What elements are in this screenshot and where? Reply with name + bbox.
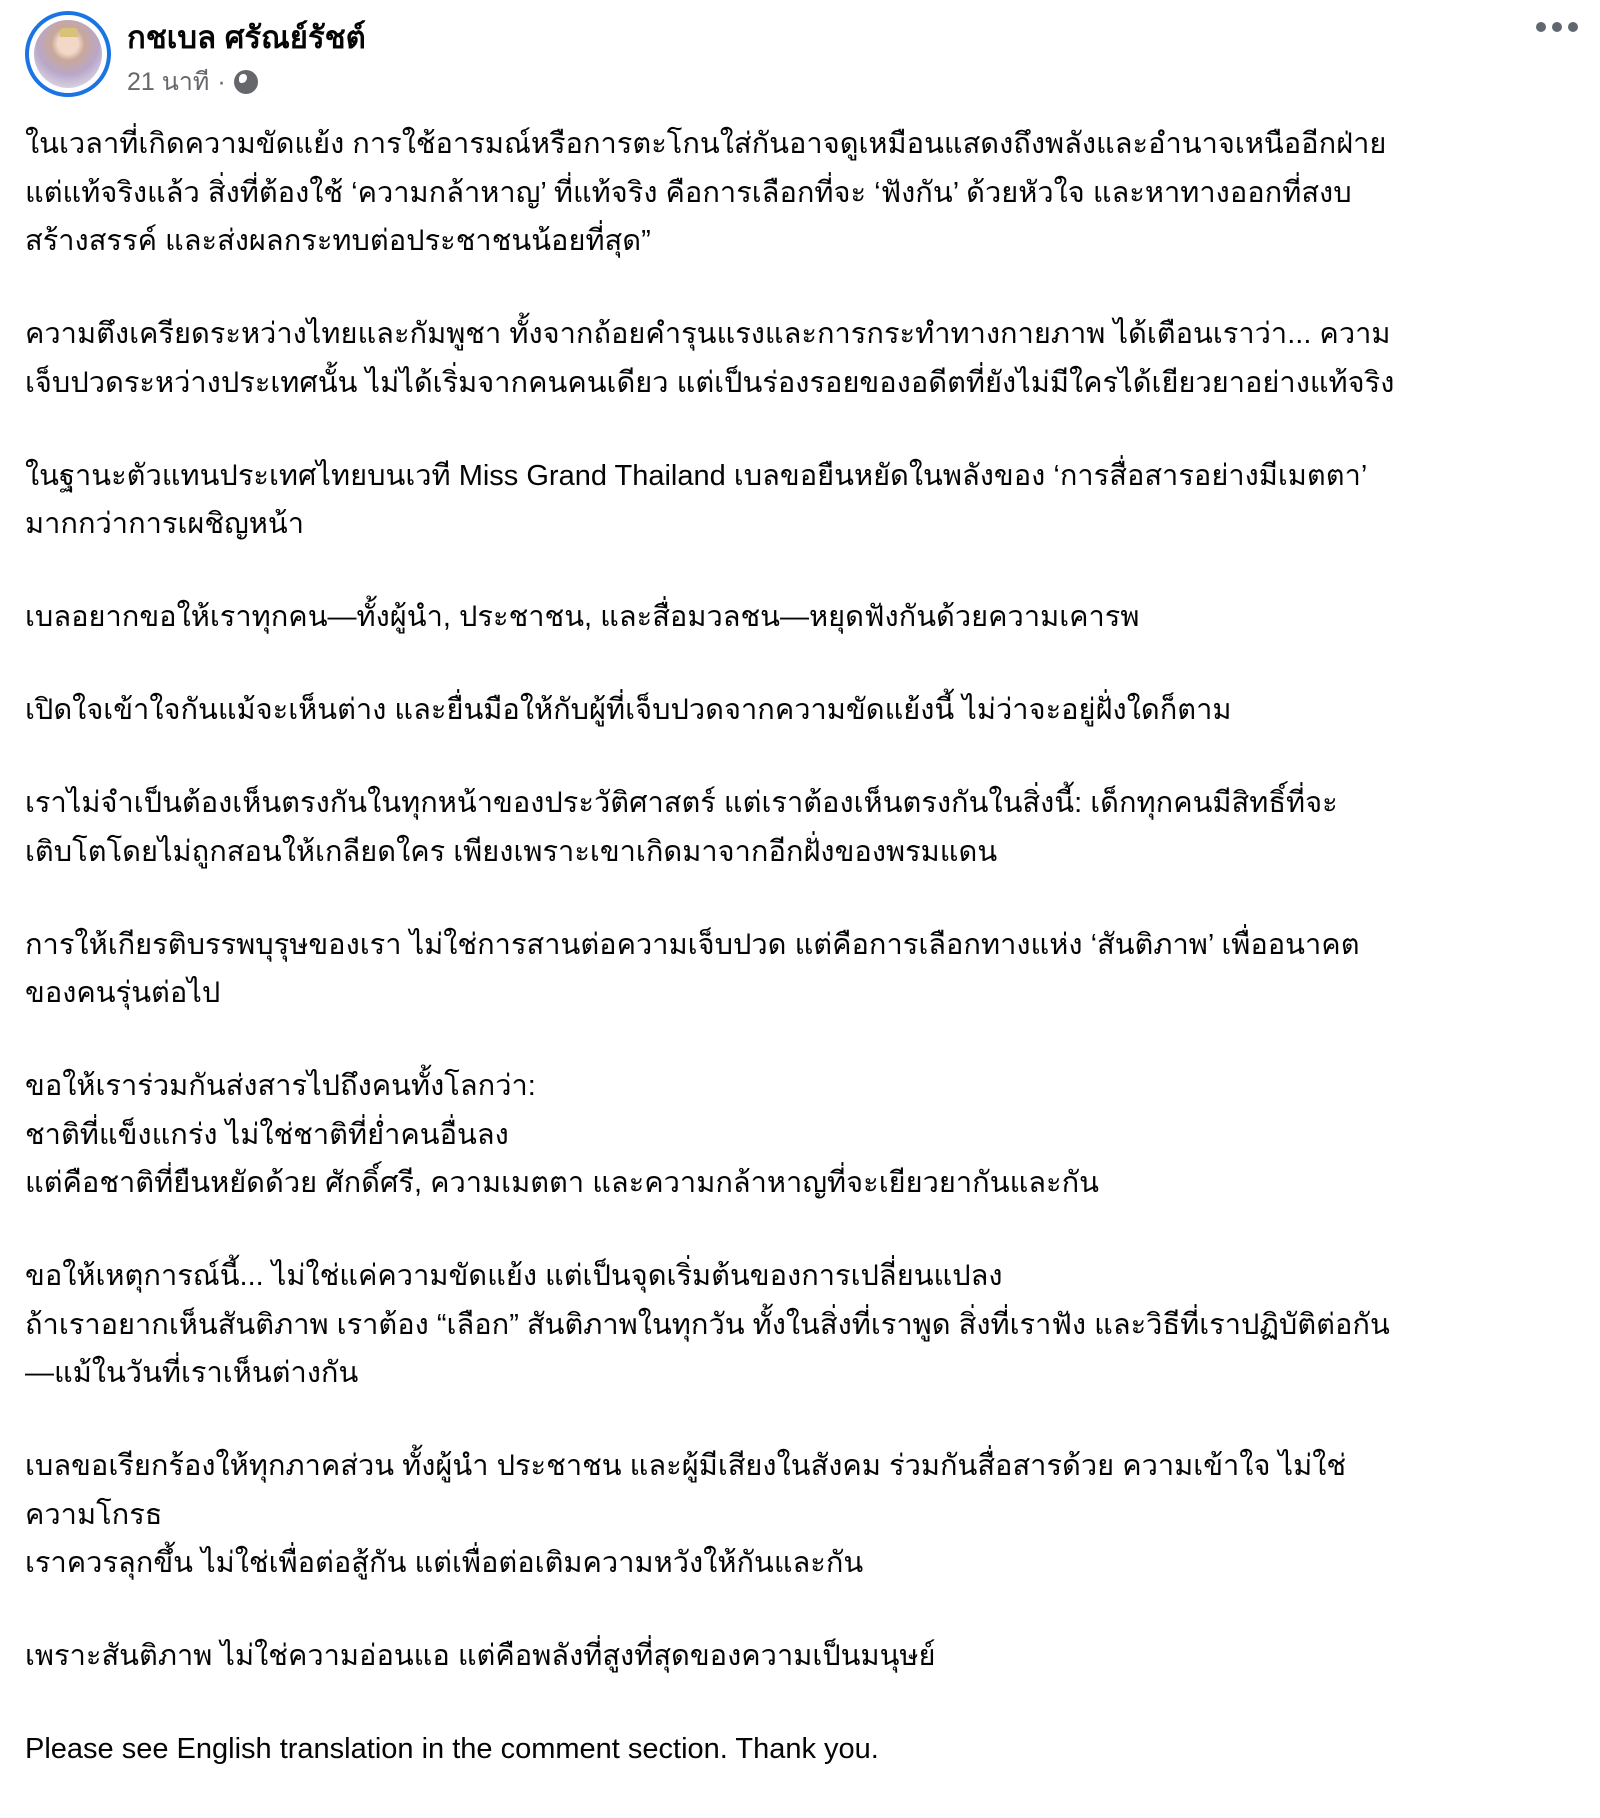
globe-icon[interactable] — [234, 70, 258, 94]
crown-icon — [60, 28, 78, 37]
post-paragraph — [25, 1442, 1585, 1588]
post-text-line: เติบโตโดยไม่ถูกสอนให้เกลียดใคร เพียงเพราะเขาเกิดมาจากอีกฝั่งของพรมแดน — [25, 835, 998, 868]
post-text-line: เราไม่จำเป็นต้องเห็นตรงกันในทุกหน้าของประวัติศาสตร์ แต่เราต้องเห็นตรงกันในสิ่งนี้: เด็กทุกคนมีสิทธิ์ที่จะ — [25, 787, 1338, 819]
post-text-line: ของคนรุ่นต่อไป — [25, 977, 221, 1009]
more-options-button[interactable] — [1536, 22, 1578, 32]
post-paragraph — [25, 593, 1585, 642]
author-name[interactable]: กชเบล ศรัณย์รัชต์ — [127, 20, 366, 55]
post-text-line: การให้เกียรติบรรพบุรุษของเรา ไม่ใช่การสานต่อความเจ็บปวด แต่คือการเลือกทางแห่ง ‘สันติภาพ’ เพื่ออนาคต — [25, 928, 1360, 961]
post-paragraph — [25, 1632, 1585, 1681]
post-text-line: ชาติที่แข็งแกร่ง ไม่ใช่ชาติที่ย่ำคนอื่นลง — [25, 1118, 509, 1151]
post-text-line: Please see English translation in the comment section. Thank you. — [25, 1733, 879, 1765]
meta-separator: · — [217, 67, 226, 96]
post-text-line: เพราะสันติภาพ ไม่ใช่ความอ่อนแอ แต่คือพลังที่สูงที่สุดของความเป็นมนุษย์ — [25, 1640, 936, 1672]
author-avatar[interactable] — [25, 11, 111, 97]
post-text-line: เบลขอเรียกร้องให้ทุกภาคส่วน ทั้งผู้นำ ประชาชน และผู้มีเสียงในสังคม ร่วมกันสื่อสารด้วย ความเข้าใจ ไม่ใช่ — [25, 1450, 1347, 1482]
dot-icon — [1552, 22, 1562, 32]
post-text-line: ถ้าเราอยากเห็นสันติภาพ เราต้อง “เลือก” สันติภาพในทุกวัน ทั้งในสิ่งที่เราพูด สิ่งที่เราฟัง และวิธีที่เราปฏิบัติต่อกัน — [25, 1308, 1390, 1341]
post-text-line: มากกว่าการเผชิญหน้า — [25, 508, 305, 540]
post-paragraph — [25, 310, 1585, 407]
post-text-line: สร้างสรรค์ และส่งผลกระทบต่อประชาชนน้อยที่สุด” — [25, 225, 651, 257]
post-paragraph — [25, 452, 1585, 549]
post-paragraph — [25, 1725, 1585, 1774]
post-text-line: ในฐานะตัวแทนประเทศไทยบนเวที Miss Grand Thailand เบลขอยืนหยัดในพลังของ ‘การสื่อสารอย่างมีเมตตา’ — [25, 459, 1368, 492]
post-text-line: ความตึงเครียดระหว่างไทยและกัมพูชา ทั้งจากถ้อยคำรุนแรงและการกระทำทางกายภาพ ได้เตือนเราว่า... ความ — [25, 318, 1391, 350]
post-paragraph — [25, 779, 1585, 876]
post-timestamp[interactable]: 21 นาที — [127, 68, 210, 96]
post-text-line: แต่คือชาติที่ยืนหยัดด้วย ศักดิ์ศรี, ความเมตตา และความกล้าหาญที่จะเยียวยากันและกัน — [25, 1167, 1099, 1199]
post-paragraph — [25, 686, 1585, 735]
post-text-line: เราควรลุกขึ้น ไม่ใช่เพื่อต่อสู้กัน แต่เพื่อต่อเติมความหวังให้กันและกัน — [25, 1547, 864, 1579]
post-text-line: —แม้ในวันที่เราเห็นต่างกัน — [25, 1357, 359, 1389]
post-paragraph — [25, 1252, 1585, 1398]
post-paragraph — [25, 120, 1585, 266]
post-meta — [127, 62, 258, 102]
post-text-line: แต่แท้จริงแล้ว สิ่งที่ต้องใช้ ‘ความกล้าหาญ’ ที่แท้จริง คือการเลือกที่จะ ‘ฟังกัน’ ด้วยหัวใจ และหาทางออกที่สงบ — [25, 176, 1352, 209]
post-text-line: ในเวลาที่เกิดความขัดแย้ง การใช้อารมณ์หรือการตะโกนใส่กันอาจดูเหมือนแสดงถึงพลังและอำนาจเหนืออีกฝ่าย — [25, 128, 1387, 160]
post-paragraph — [25, 1062, 1585, 1208]
dot-icon — [1536, 22, 1546, 32]
post-text-line: ความโกรธ — [25, 1498, 163, 1531]
post-text-line: ขอให้เราร่วมกันส่งสารไปถึงคนทั้งโลกว่า: — [25, 1070, 536, 1102]
post-text-line: ขอให้เหตุการณ์นี้... ไม่ใช่แค่ความขัดแย้ง แต่เป็นจุดเริ่มต้นของการเปลี่ยนแปลง — [25, 1260, 1003, 1292]
dot-icon — [1568, 22, 1578, 32]
post-paragraph — [25, 921, 1585, 1018]
post-text-line: เจ็บปวดระหว่างประเทศนั้น ไม่ได้เริ่มจากคนคนเดียว แต่เป็นร่องรอยของอดีตที่ยังไม่มีใครได้เยียวยาอย่างแท้จริง — [25, 366, 1395, 399]
post-body — [25, 120, 1585, 1818]
avatar-photo — [34, 20, 102, 88]
post-text-line: เบลอยากขอให้เราทุกคน—ทั้งผู้นำ, ประชาชน, และสื่อมวลชน—หยุดฟังกันด้วยความเคารพ — [25, 601, 1140, 633]
post-text-line: เปิดใจเข้าใจกันแม้จะเห็นต่าง และยื่นมือให้กับผู้ที่เจ็บปวดจากความขัดแย้งนี้ ไม่ว่าจะอยู่ฝั่งใดก็ตาม — [25, 694, 1232, 726]
